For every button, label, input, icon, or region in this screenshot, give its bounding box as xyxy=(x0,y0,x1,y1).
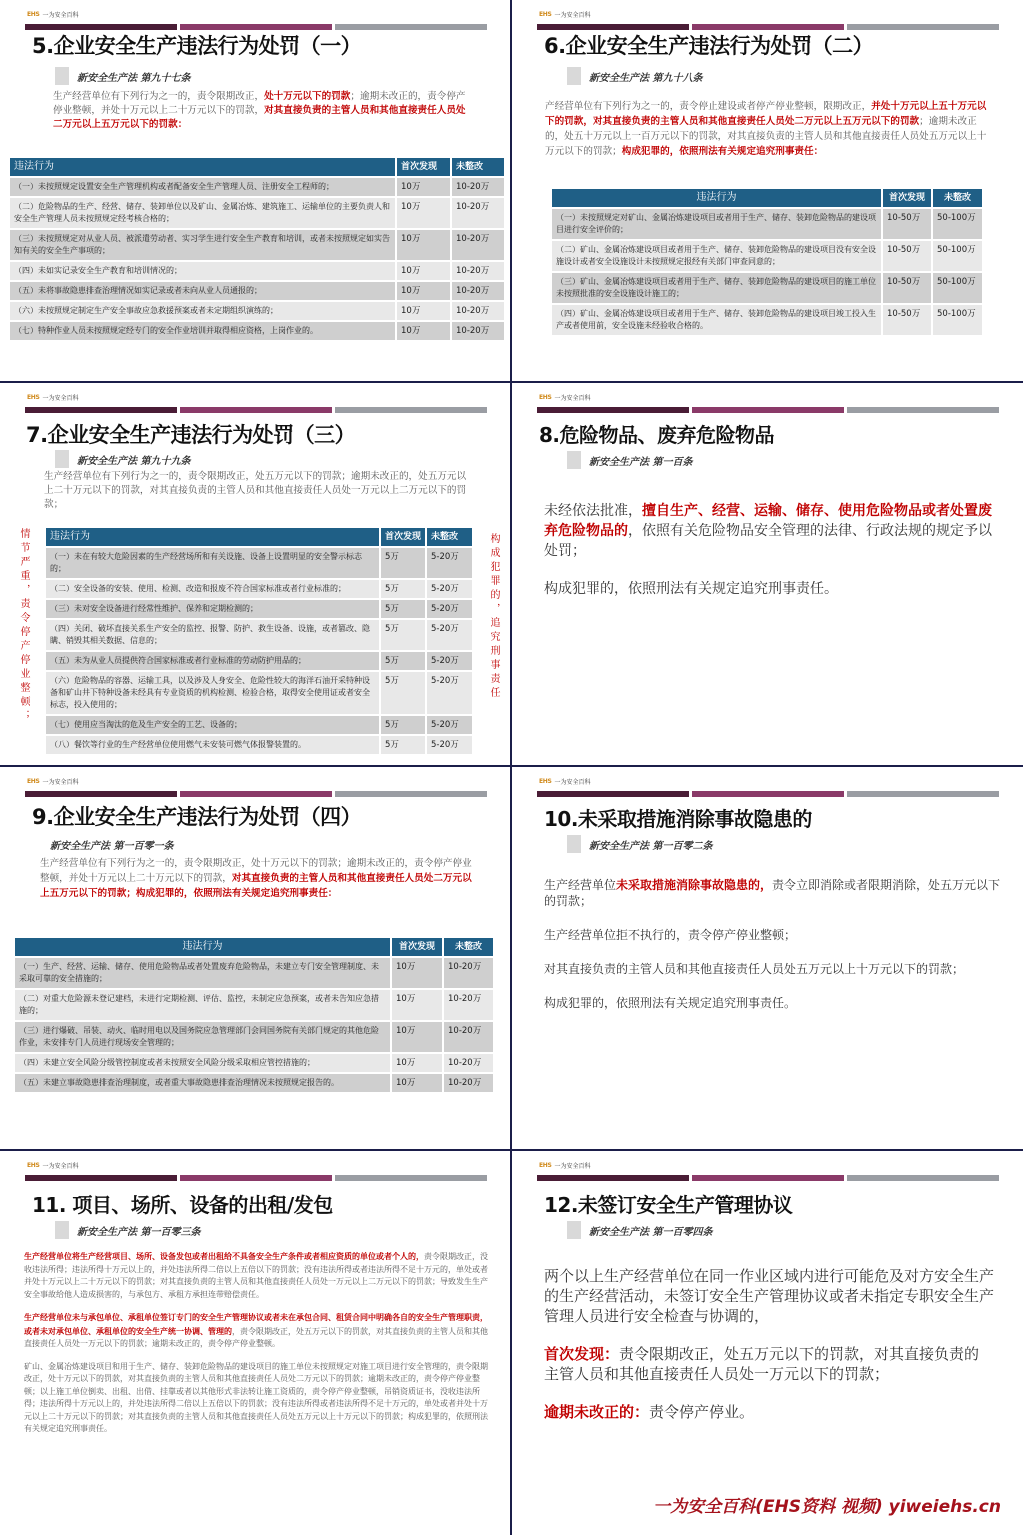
first-penalty-cell: 10-50万 xyxy=(882,304,932,335)
violation-cell: （四）关闭、破坏直接关系生产安全的监控、报警、防护、救生设备、设施，或者篡改、隐瞒、销毁其相关数据、信息的； xyxy=(46,619,380,651)
table-row xyxy=(10,229,504,261)
table-row xyxy=(46,619,472,651)
column-header: 违法行为 xyxy=(10,158,396,177)
uncorrected-penalty-cell: 50-100万 xyxy=(932,272,982,304)
side-note-right: 构成犯罪的，追究刑事责任 xyxy=(488,533,499,701)
paragraph xyxy=(544,927,1004,943)
square-marker-icon xyxy=(567,451,581,469)
table-header-row xyxy=(15,938,493,957)
highlight-text: 生产经营单位将生产经营项目、场所、设备发包或者出租给不具备安全生产条件或者相应资质的单位或者个人的， xyxy=(24,1251,424,1261)
highlight-text: 逾期未改正的： xyxy=(544,1403,650,1421)
paragraph xyxy=(544,1344,994,1384)
square-marker-icon xyxy=(567,67,581,85)
first-penalty-cell: 10万 xyxy=(396,281,451,301)
paragraph xyxy=(24,1361,489,1436)
square-marker-icon xyxy=(55,450,69,468)
first-penalty-cell: 10万 xyxy=(391,1021,443,1053)
uncorrected-penalty-cell: 10-20万 xyxy=(451,301,504,321)
text-run: 产经营单位有下列行为之一的，责令停止建设或者停产停业整顿，限期改正， xyxy=(545,101,872,112)
slide-title: 7.企业安全生产违法行为处罚（三） xyxy=(26,423,356,447)
uncorrected-penalty-cell: 5-20万 xyxy=(426,715,472,735)
text-run: ；逾期未改正的，处五十万元以上一百万元以下的罚款，对其直接负责的主管人员和其他直接责任人员处五万元以上十万元以下的罚款； xyxy=(545,116,987,157)
slide-9 xyxy=(0,767,510,1149)
column-header: 违法行为 xyxy=(15,938,391,957)
column-header: 违法行为 xyxy=(46,528,380,547)
intro-paragraph xyxy=(545,99,995,159)
table-row xyxy=(15,989,493,1021)
article-label: 新安全生产法 第一百零二条 xyxy=(567,835,712,853)
first-penalty-cell: 5万 xyxy=(380,599,426,619)
column-header: 首次发现 xyxy=(380,528,426,547)
first-penalty-cell: 5万 xyxy=(380,735,426,754)
violation-cell: （三）进行爆破、吊装、动火、临时用电以及国务院应急管理部门会同国务院有关部门规定的其他危险作业，未安排专门人员进行现场安全管理的； xyxy=(15,1021,391,1053)
uncorrected-penalty-cell: 10-20万 xyxy=(451,229,504,261)
uncorrected-penalty-cell: 10-20万 xyxy=(451,197,504,229)
paragraph xyxy=(24,1250,489,1301)
violation-cell: （五）未为从业人员提供符合国家标准或者行业标准的劳动防护用品的； xyxy=(46,651,380,671)
article-label: 新安全生产法 第一百条 xyxy=(567,451,692,469)
first-penalty-cell: 5万 xyxy=(380,547,426,579)
table-row xyxy=(10,321,504,340)
text-run: 生产经营单位有下列行为之一的，责令限期改正， xyxy=(53,91,265,102)
uncorrected-penalty-cell: 5-20万 xyxy=(426,735,472,754)
header-bars xyxy=(25,407,487,413)
uncorrected-penalty-cell: 10-20万 xyxy=(451,281,504,301)
brand-logo: EHS 一为安全百科 xyxy=(27,778,79,786)
ehs-logo-icon: EHS xyxy=(539,11,552,18)
violation-cell: （二）对重大危险源未登记建档，未进行定期检测、评估、监控，未制定应急预案，或者未告知应急措施的； xyxy=(15,989,391,1021)
slide-title: 5.企业安全生产违法行为处罚（一） xyxy=(32,34,362,58)
violation-cell: （二）安全设备的安装、使用、检测、改造和报废不符合国家标准或者行业标准的； xyxy=(46,579,380,599)
uncorrected-penalty-cell: 5-20万 xyxy=(426,671,472,715)
first-penalty-cell: 10-50万 xyxy=(882,208,932,240)
violation-table xyxy=(10,158,504,340)
uncorrected-penalty-cell: 50-100万 xyxy=(932,304,982,335)
violation-cell: （三）矿山、金属冶炼建设项目或者用于生产、储存、装卸危险物品的建设项目的施工单位未按照批准的安全设施设计施工的； xyxy=(552,272,882,304)
uncorrected-penalty-cell: 50-100万 xyxy=(932,208,982,240)
slide-7 xyxy=(0,383,510,765)
slide-title: 6.企业安全生产违法行为处罚（二） xyxy=(544,34,874,58)
table-header-row xyxy=(46,528,472,547)
uncorrected-penalty-cell: 10-20万 xyxy=(443,989,493,1021)
table-row xyxy=(552,240,982,272)
highlight-text: 对其直接负责的主管人员和其他直接责任人员处二万元以上五万元以下的罚款；构成犯罪的，依照刑法有关规定追究刑事责任： xyxy=(40,873,472,899)
uncorrected-penalty-cell: 5-20万 xyxy=(426,651,472,671)
first-penalty-cell: 5万 xyxy=(380,651,426,671)
article-label: 新安全生产法 第九十九条 xyxy=(55,450,190,468)
table-row xyxy=(10,177,504,197)
highlight-text: 擅自生产、经营、运输、储存、使用危险物品或者处置废弃危险物品的 xyxy=(544,503,992,539)
brand-logo: EHS 一为安全百科 xyxy=(27,394,79,402)
intro-paragraph xyxy=(40,856,480,901)
paragraph xyxy=(544,1266,994,1326)
first-penalty-cell: 10万 xyxy=(391,1073,443,1092)
text-run: 责令立即消除或者限期消除，处五万元以下的罚款； xyxy=(544,878,1001,908)
uncorrected-penalty-cell: 10-20万 xyxy=(443,957,493,989)
column-header: 未整改 xyxy=(932,189,982,208)
violation-cell: （六）危险物品的容器、运输工具，以及涉及人身安全、危险性较大的海洋石油开采特种设备和矿山井下特种设备未经具有专业资质的机构检测、检验合格，取得安全使用证或者安全标志，投入使用的； xyxy=(46,671,380,715)
brand-logo: EHS 一为安全百科 xyxy=(27,1162,79,1170)
violation-cell: （一）未在有较大危险因素的生产经营场所和有关设施、设备上设置明显的安全警示标志的； xyxy=(46,547,380,579)
square-marker-icon xyxy=(55,1221,69,1239)
table-row xyxy=(46,715,472,735)
square-marker-icon xyxy=(567,1221,581,1239)
uncorrected-penalty-cell: 5-20万 xyxy=(426,619,472,651)
body-text xyxy=(544,1266,994,1422)
ehs-logo-icon: EHS xyxy=(27,1162,40,1169)
article-label: 新安全生产法 第九十八条 xyxy=(567,67,702,85)
slide-12 xyxy=(512,1151,1023,1535)
slide-10 xyxy=(512,767,1023,1149)
header-bars xyxy=(25,791,487,797)
text-run: 生产经营单位拒不执行的，责令停产停业整顿； xyxy=(544,928,797,942)
header-bars xyxy=(25,1175,487,1181)
violation-cell: （四）矿山、金属冶炼建设项目或者用于生产、储存、装卸危险物品的建设项目竣工投入生产或者使用前，安全设施未经验收合格的。 xyxy=(552,304,882,335)
uncorrected-penalty-cell: 10-20万 xyxy=(451,321,504,340)
violation-cell: （七）特种作业人员未按照规定经专门的安全作业培训并取得相应资格，上岗作业的。 xyxy=(10,321,396,340)
slide-6 xyxy=(512,0,1023,381)
violation-cell: （一）生产、经营、运输、储存、使用危险物品或者处置废弃危险物品，未建立专门安全管理制度、未采取可靠的安全措施的； xyxy=(15,957,391,989)
slide-title: 10.未采取措施消除事故隐患的 xyxy=(544,807,812,831)
text-run: 两个以上生产经营单位在同一作业区域内进行可能危及对方安全生产的生产经营活动，未签订安全生产管理协议或者未指定专职安全生产管理人员进行安全检查与协调的， xyxy=(544,1267,995,1325)
body-text xyxy=(544,877,1004,1011)
intro-paragraph xyxy=(44,470,474,512)
first-penalty-cell: 10万 xyxy=(396,177,451,197)
uncorrected-penalty-cell: 5-20万 xyxy=(426,599,472,619)
table-row xyxy=(10,281,504,301)
table-row xyxy=(15,957,493,989)
intro-paragraph xyxy=(53,90,468,132)
article-label: 新安全生产法 第一百零三条 xyxy=(55,1221,200,1239)
first-penalty-cell: 10万 xyxy=(396,197,451,229)
brand-logo: EHS 一为安全百科 xyxy=(27,11,79,19)
violation-cell: （一）未按照规定设置安全生产管理机构或者配备安全生产管理人员、注册安全工程师的； xyxy=(10,177,396,197)
first-penalty-cell: 10万 xyxy=(396,301,451,321)
highlight-text: 构成犯罪的，依照刑法有关规定追究刑事责任： xyxy=(621,146,824,157)
paragraph xyxy=(544,1402,994,1422)
slide-11 xyxy=(0,1151,510,1535)
uncorrected-penalty-cell: 10-20万 xyxy=(451,177,504,197)
header-bars xyxy=(537,1175,999,1181)
table-row xyxy=(15,1021,493,1053)
first-penalty-cell: 5万 xyxy=(380,579,426,599)
first-penalty-cell: 10-50万 xyxy=(882,272,932,304)
violation-cell: （一）未按照规定对矿山、金属冶炼建设项目或者用于生产、储存、装卸危险物品的建设项目进行安全评价的； xyxy=(552,208,882,240)
column-header: 未整改 xyxy=(426,528,472,547)
table-row xyxy=(10,261,504,281)
text-run: 责令停产停业。 xyxy=(649,1403,755,1421)
text-run: 责令限期改正，处五万元以下的罚款，对其直接负责的主管人员和其他直接责任人员处一万元以下的罚款； xyxy=(544,1345,980,1383)
table-header-row xyxy=(552,189,982,208)
table-row xyxy=(10,197,504,229)
uncorrected-penalty-cell: 10-20万 xyxy=(443,1021,493,1053)
ehs-logo-icon: EHS xyxy=(539,394,552,401)
slide-title: 8.危险物品、废弃危险物品 xyxy=(539,423,775,447)
column-header: 未整改 xyxy=(451,158,504,177)
paragraph xyxy=(544,995,1004,1011)
table-row xyxy=(46,579,472,599)
table-row xyxy=(15,1053,493,1073)
violation-cell: （八）餐饮等行业的生产经营单位使用燃气未安装可燃气体报警装置的。 xyxy=(46,735,380,754)
violation-cell: （四）未建立安全风险分级管控制度或者未按照安全风险分级采取相应管控措施的； xyxy=(15,1053,391,1073)
violation-cell: （二）危险物品的生产、经营、储存、装卸单位以及矿山、金属冶炼、建筑施工、运输单位的主要负责人和安全生产管理人员未按照规定经考核合格的； xyxy=(10,197,396,229)
column-header: 首次发现 xyxy=(391,938,443,957)
uncorrected-penalty-cell: 10-20万 xyxy=(451,261,504,281)
table-row xyxy=(552,208,982,240)
highlight-text: 生产经营单位未与承包单位、承租单位签订专门的安全生产管理协议或者未在承包合同、租赁合同中明确各自的安全生产管理职责，或者未对承包单位、承租单位的安全生产统一协调、管理的 xyxy=(24,1312,488,1336)
text-run: 生产经营单位有下列行为之一的，责令限期改正，处十万元以下的罚款；逾期未改正的，责令停产停业整顿，并处十万元以上二十万元以下的罚款， xyxy=(40,858,472,884)
text-run: ，责令限期改正，处五万元以下的罚款，对其直接负责的主管人员和其他直接责任人员处一万元以下的罚款；逾期未改正的，责令停产停业整顿。 xyxy=(24,1326,488,1348)
first-penalty-cell: 10万 xyxy=(391,957,443,989)
column-header: 违法行为 xyxy=(552,189,882,208)
text-run: ；逾期未改正的，责令停产停业整顿，并处十万元以上二十万元以下的罚款， xyxy=(53,91,466,116)
column-header: 未整改 xyxy=(443,938,493,957)
ehs-logo-icon: EHS xyxy=(539,1162,552,1169)
table-row xyxy=(552,304,982,335)
table-row xyxy=(46,547,472,579)
violation-table xyxy=(15,938,493,1092)
body-text xyxy=(544,501,994,599)
text-run: 责令限期改正，没收违法所得；违法所得十万元以上的，并处违法所得二倍以上五倍以下的罚款；没有违法所得或者违法所得不足十万元的，单处或者并处十万元以上二十万元以下的罚款；对其直接负责的主管人员和其他直接责任人员处一万元以上二万元以下的罚款；导致发生生产安全事故给他人造成损害的，与承包方、承租方承担连带赔偿责任。 xyxy=(24,1252,488,1299)
slide-8 xyxy=(512,383,1023,765)
brand-logo: EHS 一为安全百科 xyxy=(539,778,591,786)
text-run: 对其直接负责的主管人员和其他直接责任人员处五万元以上十万元以下的罚款； xyxy=(544,962,965,976)
first-penalty-cell: 10万 xyxy=(396,261,451,281)
square-marker-icon xyxy=(567,835,581,853)
first-penalty-cell: 10万 xyxy=(396,321,451,340)
first-penalty-cell: 5万 xyxy=(380,715,426,735)
text-run: 生产经营单位有下列行为之一的，责令限期改正，处五万元以下的罚款；逾期未改正的，处五万元以上二十万元以下的罚款，对其直接负责的主管人员和其他直接责任人员处一万元以上二万元以下的罚款； xyxy=(44,471,467,510)
uncorrected-penalty-cell: 5-20万 xyxy=(426,579,472,599)
paragraph xyxy=(544,501,994,561)
paragraph xyxy=(544,961,1004,977)
brand-logo: EHS 一为安全百科 xyxy=(539,394,591,402)
side-note-left: 情节严重，责令停产停业整顿； xyxy=(18,528,29,724)
highlight-text: 首次发现： xyxy=(544,1345,620,1363)
table-row xyxy=(46,651,472,671)
violation-cell: （六）未按照规定制定生产安全事故应急救援预案或者未定期组织演练的； xyxy=(10,301,396,321)
ehs-logo-icon: EHS xyxy=(27,778,40,785)
table-row xyxy=(46,735,472,754)
uncorrected-penalty-cell: 10-20万 xyxy=(443,1073,493,1092)
first-penalty-cell: 10万 xyxy=(391,989,443,1021)
table-row xyxy=(46,599,472,619)
first-penalty-cell: 5万 xyxy=(380,671,426,715)
brand-logo: EHS 一为安全百科 xyxy=(539,1162,591,1170)
first-penalty-cell: 10万 xyxy=(396,229,451,261)
uncorrected-penalty-cell: 10-20万 xyxy=(443,1053,493,1073)
violation-cell: （二）矿山、金属冶炼建设项目或者用于生产、储存、装卸危险物品的建设项目没有安全设施设计或者安全设施设计未按照规定报经有关部门审查同意的； xyxy=(552,240,882,272)
article-label: 新安全生产法 第一百零四条 xyxy=(567,1221,712,1239)
slide-title: 12.未签订安全生产管理协议 xyxy=(544,1193,793,1217)
text-run: 构成犯罪的，依照刑法有关规定追究刑事责任。 xyxy=(544,996,797,1010)
paragraph xyxy=(544,579,994,599)
article-label: 新安全生产法 第一百零一条 xyxy=(50,841,174,852)
uncorrected-penalty-cell: 5-20万 xyxy=(426,547,472,579)
text-run: 未经依法批准， xyxy=(544,503,642,519)
brand-logo: EHS 一为安全百科 xyxy=(539,11,591,19)
text-run: 构成犯罪的，依照刑法有关规定追究刑事责任。 xyxy=(544,581,838,597)
text-run: ，依照有关危险物品安全管理的法律、行政法规的规定予以处罚； xyxy=(544,523,992,559)
body-paragraphs xyxy=(24,1250,489,1436)
highlight-text: 并处十万元以上五十万元以下的罚款，对其直接负责的主管人员和其他直接责任人员处二万元以上五万元以下的罚款 xyxy=(545,101,987,127)
footer-brand-link[interactable]: 一为安全百科(EHS资料 视频) yiweiehs.cn xyxy=(653,1497,1001,1517)
violation-table xyxy=(46,528,472,754)
table-row xyxy=(15,1073,493,1092)
text-run: 矿山、金属冶炼建设项目和用于生产、储存、装卸危险物品的建设项目的施工单位未按照规定对施工项目进行安全管理的，责令限期改正，处十万元以下的罚款，对其直接负责的主管人员和其他直接责任人员处二万元以下的罚款；逾期未改正的，责令停产停业整顿；以上施工单位倒卖、出租、出借、挂靠或者以其他形式非法转让施工资质的，责令停产停业整顿，吊销资质证书，没收违法所得；违法所得十万元以上的，并处违法所得二倍以上五倍以下的罚款；没有违法所得或者违法所得不足十万元的，单处或者并处十万元以上二十万元以下的罚款；对其直接负责的主管人员和其他直接责任人员处五万元以上十万元以下的罚款；构成犯罪的，依照刑法有关规定追究刑事责任。 xyxy=(24,1361,488,1433)
first-penalty-cell: 10万 xyxy=(391,1053,443,1073)
violation-cell: （三）未按照规定对从业人员、被派遣劳动者、实习学生进行安全生产教育和培训，或者未按照规定如实告知有关的安全生产事项的； xyxy=(10,229,396,261)
article-label: 新安全生产法 第九十七条 xyxy=(55,67,190,85)
paragraph xyxy=(24,1311,489,1351)
violation-table xyxy=(552,189,982,335)
uncorrected-penalty-cell: 50-100万 xyxy=(932,240,982,272)
highlight-text: 处十万元以下的罚款 xyxy=(264,91,351,102)
violation-cell: （三）未对安全设备进行经常性维护、保养和定期检测的； xyxy=(46,599,380,619)
violation-cell: （七）使用应当淘汰的危及生产安全的工艺、设备的； xyxy=(46,715,380,735)
violation-cell: （四）未如实记录安全生产教育和培训情况的； xyxy=(10,261,396,281)
column-header: 首次发现 xyxy=(882,189,932,208)
paragraph xyxy=(544,877,1004,909)
header-bars xyxy=(537,407,999,413)
text-run: 生产经营单位 xyxy=(544,878,617,892)
table-row xyxy=(552,272,982,304)
ehs-logo-icon: EHS xyxy=(27,11,40,18)
ehs-logo-icon: EHS xyxy=(539,778,552,785)
first-penalty-cell: 10-50万 xyxy=(882,240,932,272)
violation-cell: （五）未建立事故隐患排查治理制度，或者重大事故隐患排查治理情况未按照规定报告的。 xyxy=(15,1073,391,1092)
table-header-row xyxy=(10,158,504,177)
ehs-logo-icon: EHS xyxy=(27,394,40,401)
first-penalty-cell: 5万 xyxy=(380,619,426,651)
highlight-text: 对其直接负责的主管人员和其他直接责任人员处二万元以上五万元以下的罚款： xyxy=(53,105,466,130)
column-header: 首次发现 xyxy=(396,158,451,177)
table-row xyxy=(10,301,504,321)
slide-title: 11. 项目、场所、设备的出租/发包 xyxy=(32,1193,333,1217)
highlight-text: 未采取措施消除事故隐患的， xyxy=(616,878,773,892)
table-row xyxy=(46,671,472,715)
slide-title: 9.企业安全生产违法行为处罚（四） xyxy=(32,805,362,829)
slide-5 xyxy=(0,0,510,381)
header-bars xyxy=(537,791,999,797)
square-marker-icon xyxy=(55,67,69,85)
violation-cell: （五）未将事故隐患排查治理情况如实记录或者未向从业人员通报的； xyxy=(10,281,396,301)
